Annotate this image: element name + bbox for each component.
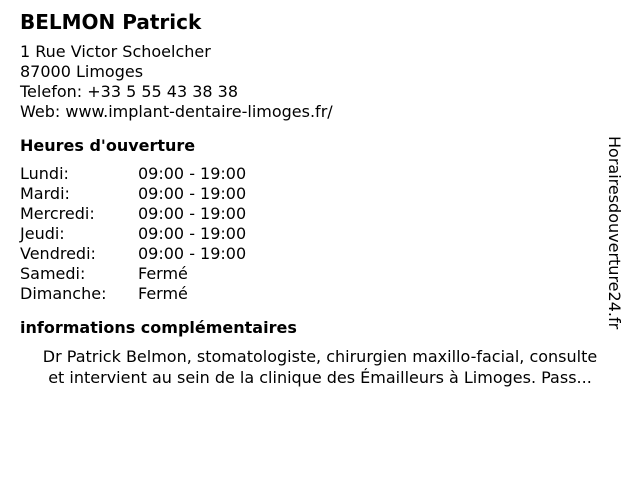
- time-value: 09:00 - 19:00: [138, 164, 247, 183]
- additional-info-title: informations complémentaires: [20, 318, 297, 337]
- time-value: Fermé: [138, 284, 188, 303]
- day-label: Mercredi:: [20, 204, 95, 223]
- day-label: Mardi:: [20, 184, 70, 203]
- day-label: Lundi:: [20, 164, 69, 183]
- phone-number: Telefon: +33 5 55 43 38 38: [20, 82, 239, 101]
- day-label: Vendredi:: [20, 244, 96, 263]
- hours-row-sunday: [20, 284, 620, 304]
- hours-row-monday: [20, 164, 620, 184]
- additional-info-line-1: Dr Patrick Belmon, stomatologiste, chirurgien maxillo-facial, consulte: [42, 347, 598, 366]
- opening-hours-title: Heures d'ouverture: [20, 136, 196, 155]
- time-value: 09:00 - 19:00: [138, 204, 247, 223]
- day-label: Samedi:: [20, 264, 86, 283]
- site-watermark: Horairesdouverture24.fr: [605, 136, 624, 330]
- day-label: Dimanche:: [20, 284, 107, 303]
- hours-row-wednesday: [20, 204, 620, 224]
- website-link[interactable]: Web: www.implant-dentaire-limoges.fr/: [20, 102, 333, 121]
- additional-info-text: [20, 346, 620, 388]
- additional-info-line-2: et intervient au sein de la clinique des Émailleurs à Limoges. Pass...: [48, 368, 592, 387]
- hours-row-saturday: [20, 264, 620, 284]
- time-value: Fermé: [138, 264, 188, 283]
- hours-row-thursday: [20, 224, 620, 244]
- time-value: 09:00 - 19:00: [138, 224, 247, 243]
- business-name: BELMON Patrick: [20, 10, 202, 34]
- business-card: [20, 10, 620, 388]
- hours-row-friday: [20, 244, 620, 264]
- time-value: 09:00 - 19:00: [138, 184, 247, 203]
- day-label: Jeudi:: [20, 224, 65, 243]
- address-line-1: 1 Rue Victor Schoelcher: [20, 42, 211, 61]
- time-value: 09:00 - 19:00: [138, 244, 247, 263]
- opening-hours-list: [20, 164, 620, 304]
- hours-row-tuesday: [20, 184, 620, 204]
- address-line-2: 87000 Limoges: [20, 62, 144, 81]
